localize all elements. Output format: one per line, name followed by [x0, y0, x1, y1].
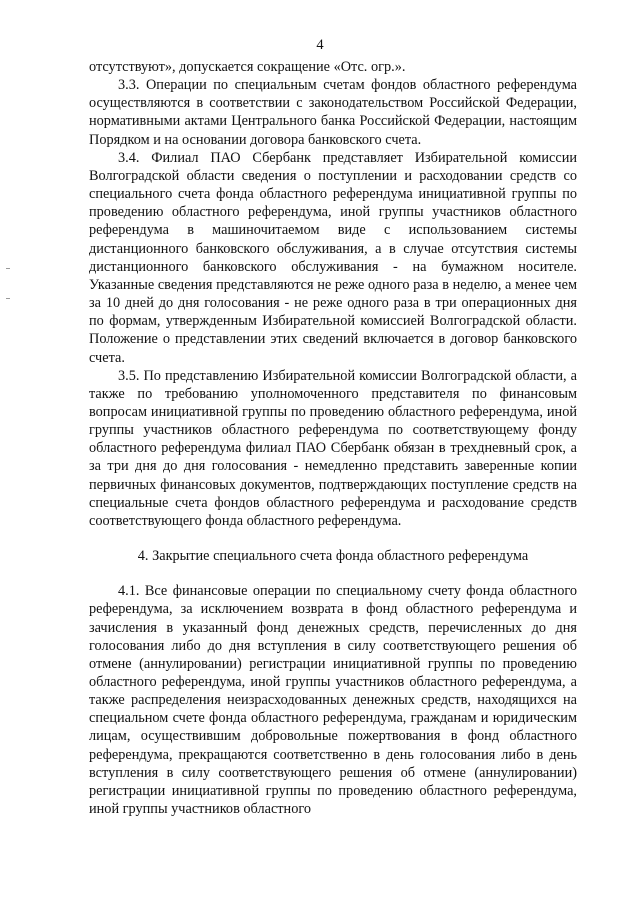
margin-mark: [6, 268, 10, 269]
paragraph-continuation: отсутствуют», допускается сокращение «Отс. огр.».: [89, 59, 406, 75]
paragraph-3-5: 3.5. По представлению Избирательной комиссии Волгоградской области, а также по требованию уполномоченного представителя по финансовым вопросам инициативной группы по проведению областного референдума, иной группы участников областного референдума по соответствующему фонду областного референдума филиал ПАО Сбербанк обязан в трехдневный срок, а за три дня до дня голосования - немедленно представить заверенные копии первичных финансовых документов, подтверждающих поступление средств на специальные счета фондов областного референдума и расходование средств соответствующего фонда областного референдума.: [89, 367, 577, 529]
page-number: 4: [316, 37, 324, 53]
document-body: [89, 58, 577, 818]
paragraph-4-1: 4.1. Все финансовые операции по специальному счету фонда областного референдума, за исключением возврата в фонд областного референдума и зачисления в указанный фонд денежных средств, перечисленных до дня голосования либо до дня вступления в силу соответствующего решения об отмене (аннулировании) регистрации инициативной группы по проведению областного референдума, иной группы участников областного референдума, а также распределения неизрасходованных денежных средств, находящихся на специальном счете фонда областного референдума, гражданам и юридическим лицам, осуществившим добровольные пожертвования в фонд областного референдума, прекращаются соответственно в день голосования либо в день вступления в силу соответствующего решения об отмене (аннулировании) регистрации инициативной группы по проведению областного референдума, иной группы участников областного: [89, 583, 577, 818]
paragraph-3-4: 3.4. Филиал ПАО Сбербанк представляет Избирательной комиссии Волгоградской области сведения о поступлении и расходовании средств со специального счета фонда областного референдума инициативной группы по проведению областного референдума, иной группы участников областного референдума в машиночитаемом виде с использованием системы дистанционного банковского обслуживания, а в случае отсутствия системы дистанционного банковского обслуживания - на бумажном носителе. Указанные сведения представляются не реже одного раза в неделю, а менее чем за 10 дней до дня голосования - не реже одного раза в три операционных дня по формам, утвержденным Избирательной комиссией Волгоградской области. Положение о представлении этих сведений включается в договор банковского счета.: [89, 149, 577, 366]
margin-mark: [6, 298, 10, 299]
section-heading-4: 4. Закрытие специального счета фонда областного референдума: [137, 548, 529, 565]
paragraph-3-3: 3.3. Операции по специальным счетам фондов областного референдума осуществляются в соответствии с законодательством Российской Федерации, нормативными актами Центрального банка Российской Федерации, настоящим Порядком и на основании договора банковского счета.: [89, 77, 577, 148]
